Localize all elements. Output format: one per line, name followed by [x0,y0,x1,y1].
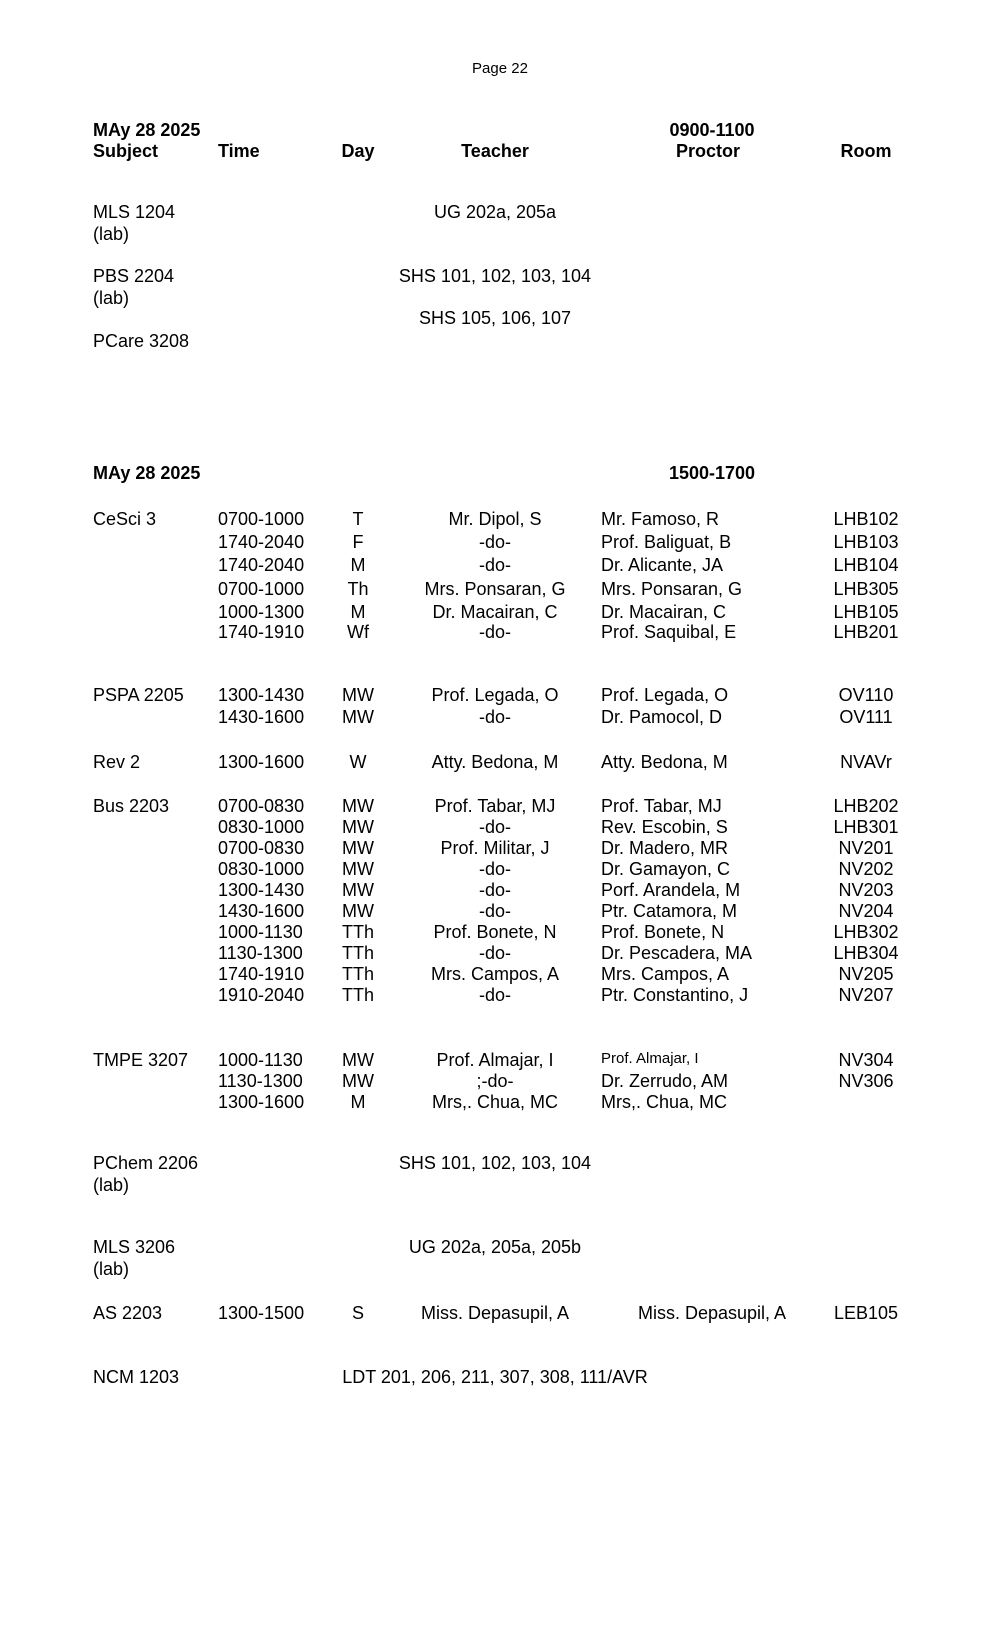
table-row [0,1092,1000,1114]
table-row [0,602,1000,624]
proctor-cell: Prof. Tabar, MJ [601,796,722,816]
room-cell: NV306 [838,1071,894,1091]
room-list-cell: SHS 105, 106, 107 [418,308,572,328]
teacher-cell: -do- [478,859,512,879]
room-cell: LHB102 [833,509,899,529]
subject-cell: PBS 2204 [93,266,175,286]
table-row [0,532,1000,554]
table-row [0,622,1000,644]
teacher-cell: Atty. Bedona, M [431,752,559,772]
proctor-cell: Mrs,. Chua, MC [601,1092,728,1112]
teacher-cell: -do- [478,943,512,963]
subject-cell: Rev 2 [93,752,141,772]
time-cell: 1430-1600 [218,707,305,727]
day-cell: MW [342,707,374,727]
teacher-cell: Prof. Militar, J [440,838,550,858]
time-cell: 1000-1300 [218,602,305,622]
day-cell: M [350,555,366,575]
header-room: Room [840,141,892,161]
table-row [0,1050,1000,1072]
teacher-cell: Miss. Depasupil, A [420,1303,570,1323]
room-cell: LHB301 [833,817,899,837]
proctor-cell: Mrs. Ponsaran, G [601,579,743,599]
table-row [0,985,1000,1007]
time-cell: 1130-1300 [218,943,303,963]
section-1-time-slot: 0900-1100 [669,120,755,140]
subject-cell: (lab) [93,1175,130,1195]
day-cell: MW [342,685,374,705]
subject-cell: NCM 1203 [93,1367,180,1387]
day-cell: MW [342,1050,374,1070]
table-row [0,308,1000,330]
proctor-cell: Mrs. Campos, A [601,964,730,984]
room-cell: LHB104 [833,555,899,575]
table-row [0,817,1000,839]
proctor-cell: Ptr. Catamora, M [601,901,738,921]
table-row [0,1071,1000,1093]
time-cell: 1740-1910 [218,622,305,642]
time-cell: 1300-1430 [218,880,305,900]
table-row [0,964,1000,986]
teacher-cell: Prof. Tabar, MJ [434,796,556,816]
time-cell: 1740-2040 [218,555,305,575]
day-cell: MW [342,817,374,837]
table-row [0,922,1000,944]
teacher-cell: -do- [478,532,512,552]
proctor-cell: Prof. Saquibal, E [601,622,737,642]
teacher-cell: Prof. Legada, O [431,685,559,705]
day-cell: TTh [341,943,375,963]
proctor-cell: Prof. Bonete, N [601,922,725,942]
time-cell: 0700-0830 [218,838,305,858]
time-cell: 1430-1600 [218,901,305,921]
time-cell: 1300-1500 [218,1303,305,1323]
proctor-cell: Dr. Pescadera, MA [601,943,753,963]
header-time: Time [218,141,260,161]
table-row [0,943,1000,965]
room-cell: LHB305 [833,579,899,599]
day-cell: TTh [341,922,375,942]
proctor-cell: Dr. Zerrudo, AM [601,1071,729,1091]
room-cell: LHB105 [833,602,899,622]
time-cell: 0700-1000 [218,579,305,599]
day-cell: M [350,602,366,622]
subject-cell: AS 2203 [93,1303,163,1323]
room-cell: LHB202 [833,796,899,816]
room-list-cell: SHS 101, 102, 103, 104 [398,1153,592,1173]
table-row [0,901,1000,923]
subject-cell: (lab) [93,224,130,244]
time-cell: 1910-2040 [218,985,305,1005]
subject-cell: Bus 2203 [93,796,170,816]
room-cell: NV205 [838,964,894,984]
teacher-cell: -do- [478,555,512,575]
room-list-cell: LDT 201, 206, 211, 307, 308, 111/AVR [342,1367,648,1387]
table-row [0,880,1000,902]
time-cell: 0700-1000 [218,509,305,529]
table-row [0,707,1000,729]
table-row [0,331,1000,353]
proctor-cell: Atty. Bedona, M [601,752,728,772]
room-cell: NV202 [838,859,894,879]
table-row [0,509,1000,531]
header-proctor: Proctor [675,141,741,161]
time-cell: 1740-1910 [218,964,305,984]
subject-cell: MLS 1204 [93,202,176,222]
time-cell: 1300-1600 [218,752,305,772]
teacher-cell: Mrs,. Chua, MC [431,1092,559,1112]
time-cell: 1000-1130 [218,922,303,942]
room-cell: NV203 [838,880,894,900]
teacher-cell: -do- [478,985,512,1005]
page-number: Page 22 [472,60,528,77]
table-row [0,1367,1000,1389]
time-cell: 1000-1130 [218,1050,303,1070]
teacher-cell: -do- [478,622,512,642]
room-list-cell: UG 202a, 205a, 205b [408,1237,582,1257]
proctor-cell: Mr. Famoso, R [601,509,720,529]
teacher-cell: -do- [478,817,512,837]
proctor-cell: Porf. Arandela, M [601,880,741,900]
subject-cell: (lab) [93,288,130,308]
day-cell: Wf [347,622,369,642]
day-cell: M [350,1092,366,1112]
proctor-cell: Dr. Gamayon, C [601,859,731,879]
day-cell: MW [342,1071,374,1091]
day-cell: MW [342,901,374,921]
header-subject: Subject [93,141,159,161]
time-cell: 1300-1600 [218,1092,305,1112]
time-cell: 0830-1000 [218,817,305,837]
room-cell: OV111 [839,707,893,727]
day-cell: MW [342,859,374,879]
header-day: Day [341,141,375,161]
subject-cell: PCare 3208 [93,331,190,351]
subject-cell: PSPA 2205 [93,685,184,705]
section-2-time-slot: 1500-1700 [668,463,756,483]
table-row [0,1153,1000,1175]
room-cell: NVAVr [840,752,892,772]
teacher-cell: Mr. Dipol, S [448,509,542,529]
proctor-cell: Dr. Alicante, JA [601,555,724,575]
table-row [0,224,1000,246]
day-cell: W [349,752,367,772]
teacher-cell: -do- [478,880,512,900]
table-row [0,796,1000,818]
teacher-cell: -do- [478,901,512,921]
teacher-cell: Prof. Bonete, N [433,922,557,942]
proctor-cell: Prof. Baliguat, B [601,532,732,552]
time-cell: 1300-1430 [218,685,305,705]
proctor-cell: Dr. Pamocol, D [601,707,723,727]
proctor-cell: Ptr. Constantino, J [601,985,749,1005]
teacher-cell: Mrs. Ponsaran, G [424,579,566,599]
day-cell: MW [342,796,374,816]
day-cell: MW [342,838,374,858]
time-cell: 0700-0830 [218,796,305,816]
room-cell: NV204 [838,901,894,921]
table-row [0,1175,1000,1197]
proctor-cell: Dr. Macairan, C [601,602,727,622]
proctor-cell: Miss. Depasupil, A [637,1303,787,1323]
teacher-cell: Prof. Almajar, I [436,1050,554,1070]
subject-cell: CeSci 3 [93,509,157,529]
proctor-cell: Prof. Almajar, I [601,1050,699,1067]
section-2-date: MAy 28 2025 [93,463,201,483]
room-cell: LHB103 [833,532,899,552]
room-cell: LHB302 [833,922,899,942]
room-list-cell: SHS 101, 102, 103, 104 [398,266,592,286]
room-cell: LHB304 [833,943,899,963]
teacher-cell: ;-do- [476,1071,514,1091]
day-cell: T [352,509,364,529]
table-row [0,752,1000,774]
teacher-cell: -do- [478,707,512,727]
table-row [0,1303,1000,1325]
room-cell: NV201 [838,838,894,858]
table-row [0,579,1000,601]
header-teacher: Teacher [461,141,529,161]
room-cell: NV207 [838,985,894,1005]
subject-cell: (lab) [93,1259,130,1279]
room-cell: LHB201 [833,622,899,642]
room-list-cell: UG 202a, 205a [433,202,557,222]
time-cell: 1740-2040 [218,532,305,552]
section-1-date: MAy 28 2025 [93,120,201,140]
room-cell: LEB105 [833,1303,899,1323]
day-cell: TTh [341,985,375,1005]
day-cell: F [352,532,364,552]
proctor-cell: Rev. Escobin, S [601,817,728,837]
subject-cell: PChem 2206 [93,1153,199,1173]
room-cell: NV304 [838,1050,894,1070]
proctor-cell: Prof. Legada, O [601,685,729,705]
day-cell: MW [342,880,374,900]
subject-cell: MLS 3206 [93,1237,176,1257]
table-row [0,555,1000,577]
day-cell: TTh [341,964,375,984]
table-row [0,288,1000,310]
table-row [0,685,1000,707]
subject-cell: TMPE 3207 [93,1050,189,1070]
proctor-cell: Dr. Madero, MR [601,838,729,858]
teacher-cell: Dr. Macairan, C [432,602,558,622]
day-cell: Th [347,579,369,599]
teacher-cell: Mrs. Campos, A [430,964,560,984]
time-cell: 1130-1300 [218,1071,303,1091]
table-row [0,202,1000,224]
room-cell: OV110 [838,685,894,705]
table-row [0,266,1000,288]
table-row [0,1237,1000,1259]
table-row [0,859,1000,881]
table-row [0,838,1000,860]
table-row [0,1259,1000,1281]
day-cell: S [351,1303,365,1323]
time-cell: 0830-1000 [218,859,305,879]
